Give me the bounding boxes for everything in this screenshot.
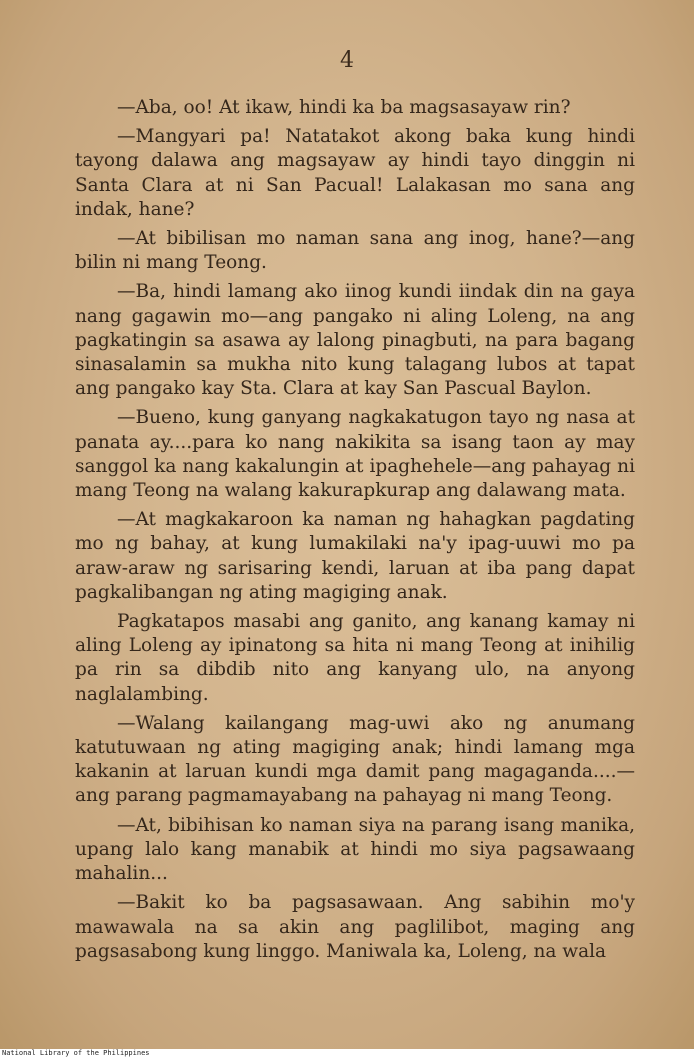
paragraph-3: —At bibilisan mo naman sana ang inog, hane?—ang bilin ni mang Teong. [75,228,635,274]
page-body-text [75,96,635,969]
footer-bar [0,1049,694,1058]
paragraph-8: —Walang kailangang mag-uwi ako ng anumang katutuwaan ng ating magiging anak; hindi lamang mga kakanin at laruan kundi mga damit pang magaganda....—ang parang pagmamayabang na pahayag ni mang Teong. [75,712,635,807]
paragraph-7: Pagkatapos masabi ang ganito, ang kanang kamay ni aling Loleng ay ipinatong sa hita ni mang Teong at inihilig pa rin sa dibdib nito ang kanyang ulo, na anyong naglalambing. [75,611,635,705]
footer-credit: National Library of the Philippines [2,1049,150,1057]
page-number: 4 [340,48,354,73]
paragraph-10: —Bakit ko ba pagsasawaan. Ang sabihin mo'y mawawala na sa akin ang paglilibot, maging ang pagsasabong kung linggo. Maniwala ka, Loleng, na wala [75,892,635,962]
paragraph-2: —Mangyari pa! Natatakot akong baka kung hindi tayong dalawa ang magsayaw ay hindi tayo dinggin ni Santa Clara at ni San Pacual! Lalakasan mo sana ang indak, hane? [75,126,635,220]
paragraph-1: —Aba, oo! At ikaw, hindi ka ba magsasayaw rin? [117,97,571,118]
paragraph-4: —Ba, hindi lamang ako iinog kundi iindak din na gaya nang gagawin mo—ang pangako ni aling Loleng, na ang pagkatingin sa asawa ay lalong pinagbuti, na para bagang sinasalamin sa mukha nito kung talagang lubos at tapat ang pangako kay Sta. Clara at kay San Pascual Baylon. [75,281,635,400]
paragraph-9: —At, bibihisan ko naman siya na parang isang manika, upang lalo kang manabik at hindi mo siya pagsawaang mahalin... [75,814,635,885]
paragraph-6: —At magkakaroon ka naman ng hahagkan pagdating mo ng bahay, at kung lumakilaki na'y ipag-uuwi mo pa araw-araw ng sarisaring kendi, laruan at iba pang dapat pagkalibangan ng ating magiging anak. [75,509,635,603]
paragraph-5: —Bueno, kung ganyang nagkakatugon tayo ng nasa at panata ay....para ko nang nakikita sa isang taon ay may sanggol ka nang kakalungin at ipaghehele—ang pahayag ni mang Teong na walang kakurapkurap ang dalawang mata. [75,407,635,502]
